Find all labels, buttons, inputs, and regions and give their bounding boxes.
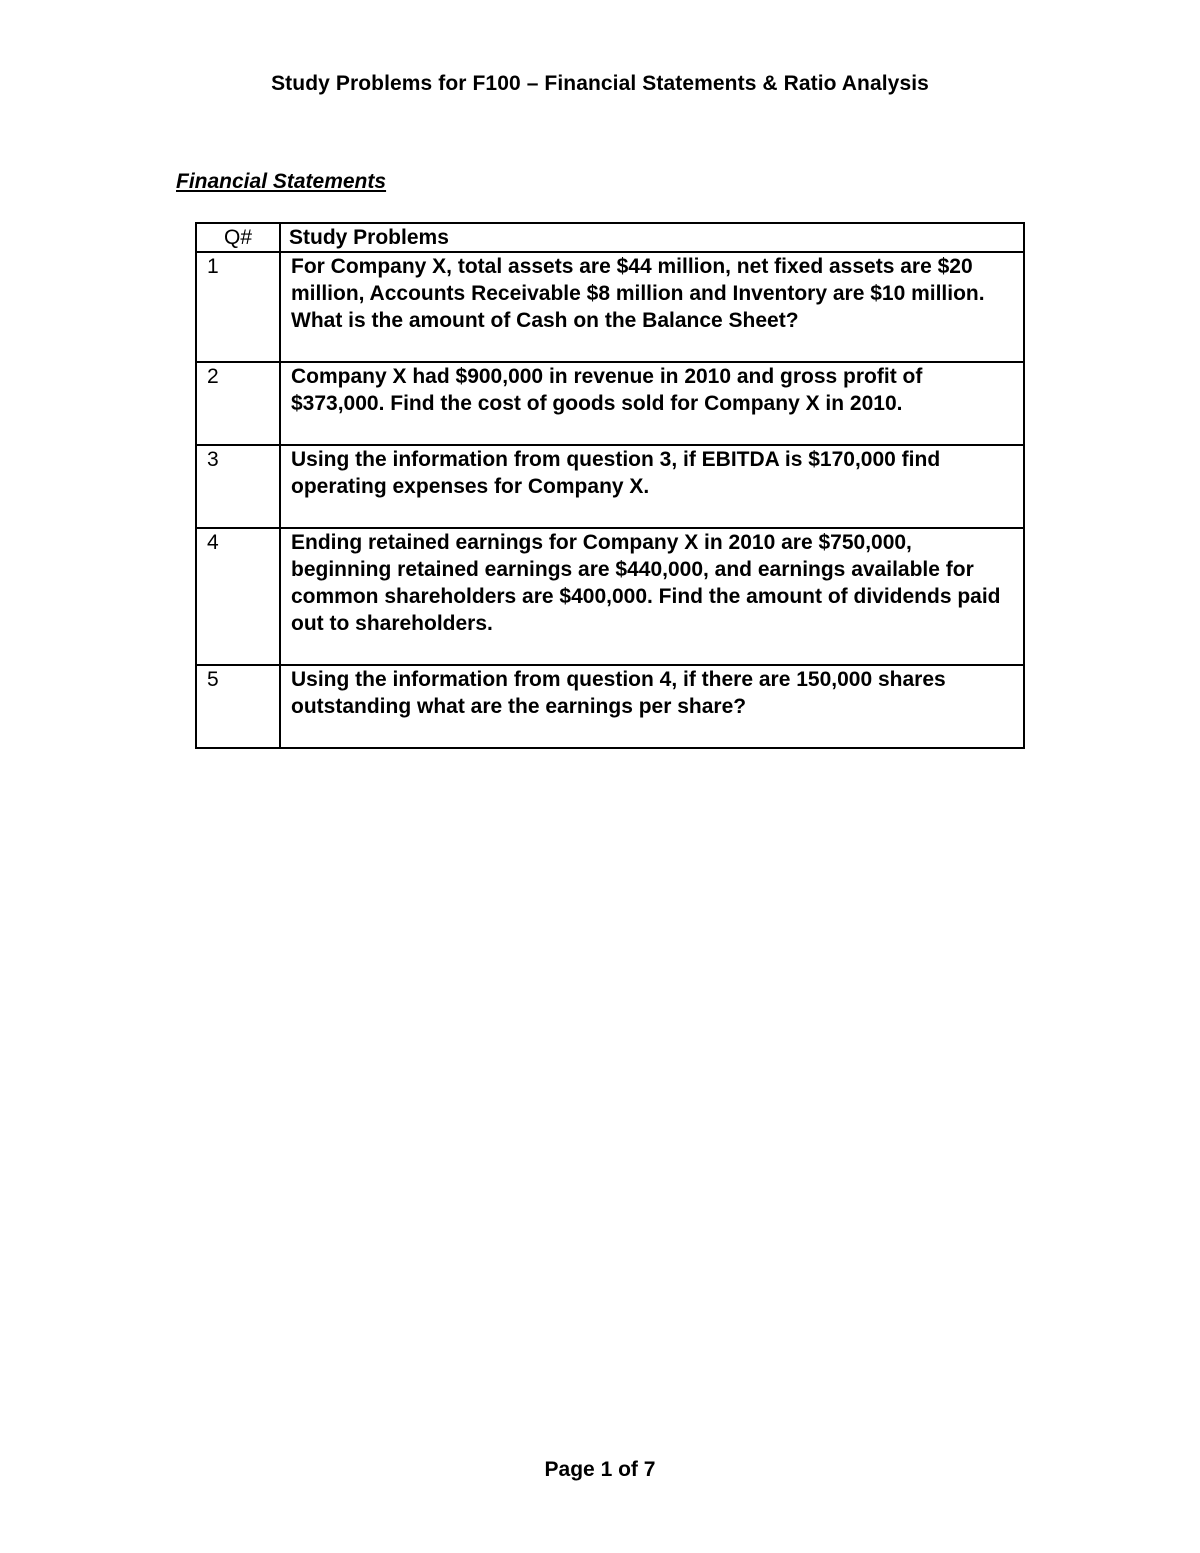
question-number: 4: [196, 528, 280, 665]
table-row: [196, 665, 1024, 748]
question-number: 5: [196, 665, 280, 748]
table-row: [196, 362, 1024, 445]
question-text: Using the information from question 3, if EBITDA is $170,000 find operating expenses for Company X.: [280, 445, 1024, 528]
study-problems-table: [195, 222, 1025, 749]
table-row: [196, 528, 1024, 665]
section-title: Financial Statements: [176, 170, 387, 193]
question-text: For Company X, total assets are $44 million, net fixed assets are $20 million, Accounts Receivable $8 million and Inventory are $10 million. What is the amount of Cash on the Balance Sheet?: [280, 252, 1024, 362]
column-header-study-problems: Study Problems: [280, 223, 1024, 252]
question-number: 1: [196, 252, 280, 362]
question-number: 2: [196, 362, 280, 445]
column-header-q-number: Q#: [196, 223, 280, 252]
table-row: [196, 252, 1024, 362]
question-text: Company X had $900,000 in revenue in 2010 and gross profit of $373,000. Find the cost of goods sold for Company X in 2010.: [280, 362, 1024, 445]
page-number-footer: Page 1 of 7: [544, 1458, 656, 1481]
table-row: [196, 445, 1024, 528]
page-header-title: Study Problems for F100 – Financial Statements & Ratio Analysis: [271, 72, 929, 95]
question-number: 3: [196, 445, 280, 528]
table-header-row: [196, 223, 1024, 252]
question-text: Using the information from question 4, if there are 150,000 shares outstanding what are the earnings per share?: [280, 665, 1024, 748]
question-text: Ending retained earnings for Company X in 2010 are $750,000, beginning retained earnings are $440,000, and earnings available for common shareholders are $400,000. Find the amount of dividends paid out to shareholders.: [280, 528, 1024, 665]
